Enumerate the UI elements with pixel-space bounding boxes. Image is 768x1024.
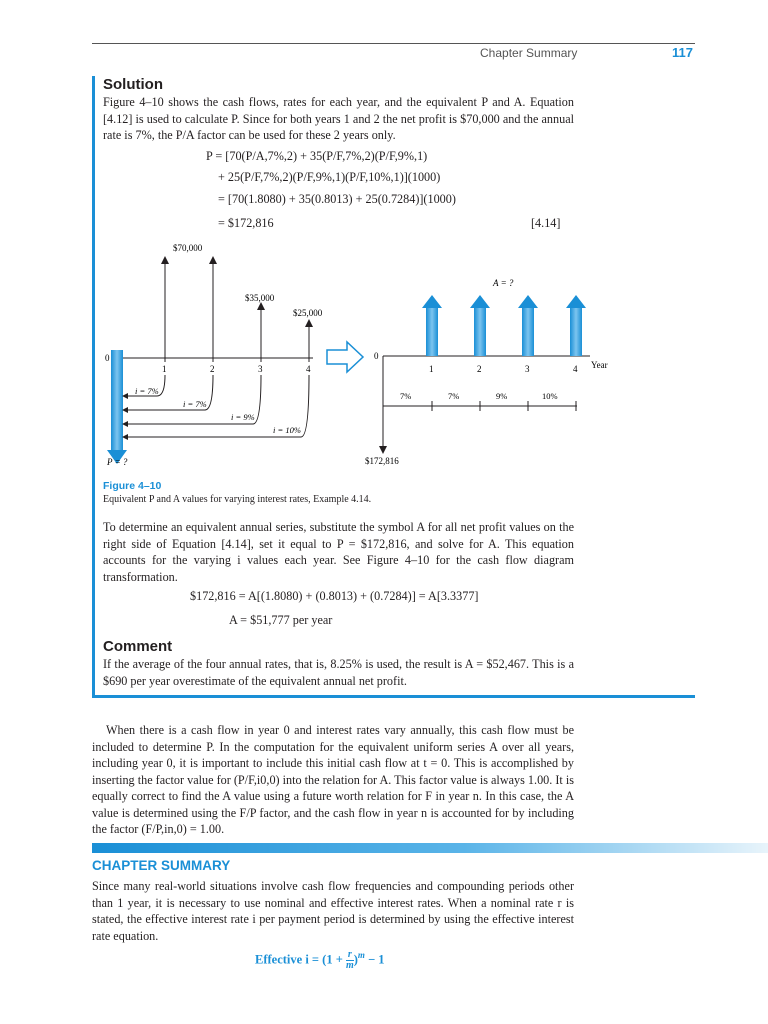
right-rate-4: 10% <box>542 391 558 401</box>
left-year-4: 4 <box>306 364 311 374</box>
figure-label: Figure 4–10 <box>103 480 162 492</box>
cash-flow-diagram <box>95 238 695 478</box>
right-diagram <box>365 278 608 466</box>
right-rate-2: 7% <box>448 391 460 401</box>
left-year-3: 3 <box>258 364 263 374</box>
left-year-2: 2 <box>210 364 215 374</box>
left-rate-1: i = 7% <box>135 386 159 396</box>
cash-flow-70000-label: $70,000 <box>173 243 203 253</box>
cash-flow-25000-label: $25,000 <box>293 308 323 318</box>
annual-equation-2: A = $51,777 per year <box>229 613 333 627</box>
effective-rate-formula <box>255 950 385 971</box>
transformation-arrow <box>327 342 363 372</box>
chapter-summary-bar <box>92 843 768 853</box>
equation-line-2: + 25(P/F,7%,2)(P/F,9%,1)(P/F,10%,1)](1000) <box>218 170 441 184</box>
header-rule <box>92 43 695 44</box>
left-rate-2: i = 7% <box>183 399 207 409</box>
left-year-1: 1 <box>162 364 167 374</box>
chapter-summary-heading: CHAPTER SUMMARY <box>92 858 231 873</box>
comment-heading: Comment <box>103 638 173 655</box>
right-year-2: 2 <box>477 364 482 374</box>
left-diagram <box>105 243 323 467</box>
right-year-axis-label: Year <box>591 360 608 370</box>
annual-arrow-1 <box>422 295 442 356</box>
equation-tag: [4.14] <box>531 216 561 230</box>
annual-equation-1: $172,816 = A[(1.8080) + (0.8013) + (0.7284)] = A[3.3377] <box>190 589 479 603</box>
formula-lhs: Effective i = <box>255 952 320 967</box>
equation-line-4: = $172,816 <box>218 216 274 230</box>
body-paragraph: When there is a cash flow in year 0 and interest rates vary annually, this cash flow must be included to determine P. In the computation for the equivalent uniform series A over all years, including year 0, it is important to include this initial cash flow at t = 0. This is accomplished by inserting the factor value for (P/F,i0,0) into the relation for A. This factor value is always 1.00. It is equally correct to find the A value using a future worth relation for F in year n. In this case, the A value is determined using the F/P factor, and the cash flow in year n is accounted for by including the factor (F/P,in,0) = 1.00. <box>92 723 574 836</box>
solution-paragraph: Figure 4–10 shows the cash flows, rates for each year, and the equivalent P and A. Equation [4.12] is used to calculate P. Since for both years 1 and 2 the net profit is $70,000 and the annual rate is 7%, the P/A factor can be used for these 2 years only. <box>103 95 574 142</box>
left-rate-4: i = 10% <box>273 425 301 435</box>
chapter-summary-text: Since many real-world situations involve cash flow frequencies and compounding periods other than 1 year, it is necessary to use nominal and effective interest rates. When a nominal rate r is stated, the effective interest rate i per payment period is determined by using the effective interest rate equation. <box>92 879 574 943</box>
present-worth-arrow <box>111 350 123 450</box>
figure-caption: Equivalent P and A values for varying interest rates, Example 4.14. <box>103 494 372 505</box>
left-year-0: 0 <box>105 353 110 363</box>
formula-close: ) <box>353 952 358 967</box>
comment-text: If the average of the four annual rates, that is, 8.25% is used, the result is A = $52,467. This is a $690 per year overestimate of the equivalent annual net profit. <box>103 657 574 688</box>
annual-arrow-3 <box>518 295 538 356</box>
formula-exponent: m <box>357 950 365 961</box>
example-box-bottom-rule <box>92 695 695 698</box>
annual-arrow-4 <box>566 295 586 356</box>
formula-tail: − 1 <box>368 952 385 967</box>
formula-open: (1 + <box>322 952 343 967</box>
right-rate-3: 9% <box>496 391 508 401</box>
running-head: Chapter Summary <box>480 46 578 60</box>
solution-heading: Solution <box>103 76 163 93</box>
right-year-3: 3 <box>525 364 530 374</box>
equation-line-1: P = [70(P/A,7%,2) + 35(P/F,7%,2)(P/F,9%,1) <box>206 149 428 163</box>
formula-numerator: r <box>347 949 352 960</box>
right-year-1: 1 <box>429 364 434 374</box>
formula-fraction <box>346 950 354 971</box>
cash-flow-35000-label: $35,000 <box>245 293 275 303</box>
annual-arrow-2 <box>470 295 490 356</box>
right-year-4: 4 <box>573 364 578 374</box>
present-value-label: $172,816 <box>365 456 399 466</box>
right-year-0: 0 <box>374 351 379 361</box>
present-worth-label: P = ? <box>107 457 128 467</box>
equation-line-3: = [70(1.8080) + 35(0.8013) + 25(0.7284)](1000) <box>218 192 456 206</box>
formula-denominator: m <box>345 960 354 971</box>
determine-annual-paragraph: To determine an equivalent annual series, substitute the symbol A for all net profit values on the right side of Equation [4.14], set it equal to P = $172,816, and solve for A. This equation accounts for the varying i values each year. See Figure 4–10 for the cash flow diagram transformation. <box>103 520 574 584</box>
page-number: 117 <box>672 45 693 60</box>
annual-worth-label: A = ? <box>493 278 514 288</box>
left-rate-3: i = 9% <box>231 412 255 422</box>
right-rate-1: 7% <box>400 391 412 401</box>
